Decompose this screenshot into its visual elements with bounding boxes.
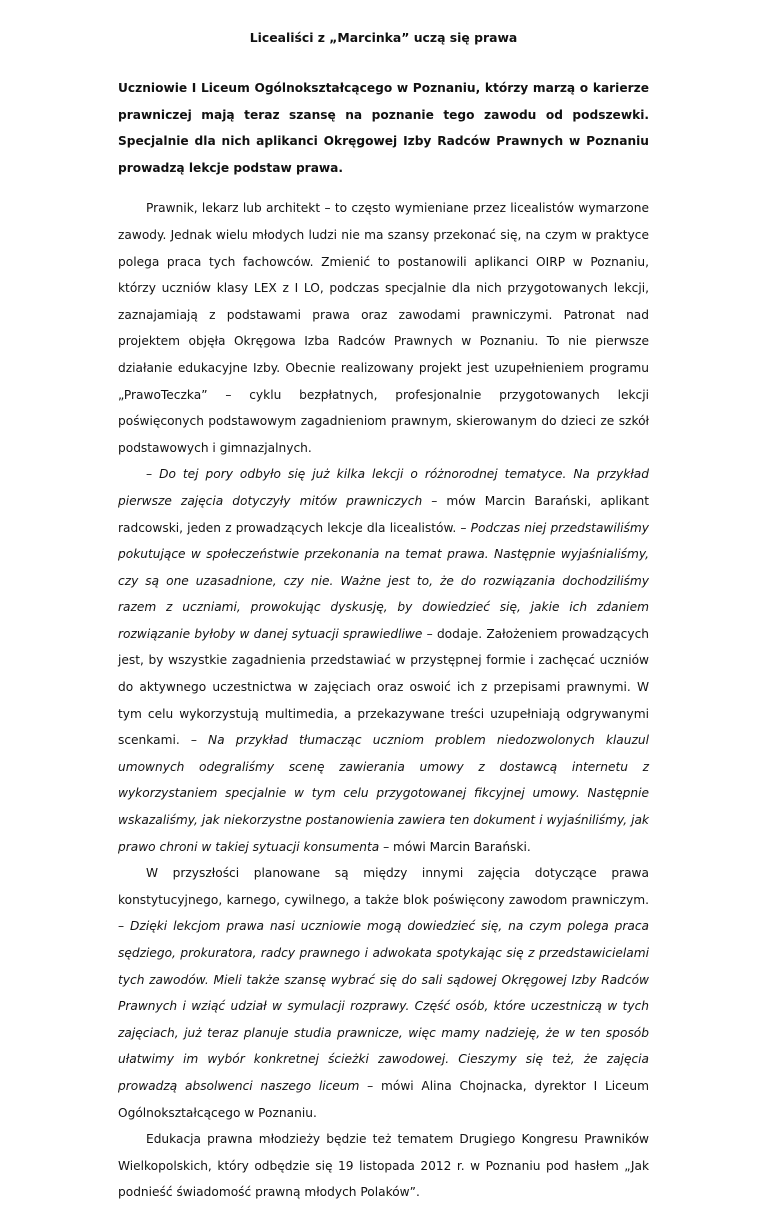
lead-paragraph: Uczniowie I Liceum Ogólnokształcącego w Poznaniu, którzy marzą o karierze prawniczej mają teraz szansę na poznanie tego zawodu od podszewki. Specjalnie dla nich aplikanci Okręgowej Izby Radców Prawnych w Poznaniu prowadzą lekcje podstaw prawa. <box>118 81 649 175</box>
quote-segment: Podczas niej przedstawiliśmy pokutujące w społeczeństwie przekonania na temat prawa. Następnie wyjaśnialiśmy, czy są one uzasadnione, czy nie. Ważne jest to, że do rozwiązania dochodziliśmy razem z uczniami, prowokując dyskusję, by dowiedzieć się, jakie ich zdaniem rozwiązanie byłoby w danej sytuacji sprawiedliwe <box>118 520 649 641</box>
body-paragraph-3 <box>118 860 649 1126</box>
document-page <box>118 28 649 1206</box>
body-paragraph-4: Edukacja prawna młodzieży będzie też tematem Drugiego Kongresu Prawników Wielkopolskich, który odbędzie się 19 listopada 2012 r. w Poznaniu pod hasłem „Jak podnieść świadomość prawną młodych Polaków”. <box>118 1132 649 1200</box>
text-segment: – dodaje. Założeniem prowadzących jest, by wszystkie zagadnienia przedstawiać w przystępnej formie i zachęcać uczniów do aktywnego uczestnictwa w zajęciach oraz oswoić ich z przepisami prawnymi. W tym celu wykorzystują multimedia, a przekazywane treści uzupełniają odgrywanymi scenkami. – <box>118 626 649 748</box>
quote-segment: Na przykład tłumacząc uczniom problem niedozwolonych klauzul umownych odegraliśmy scenę zawierania umowy z dostawcą internetu z wykorzystaniem specjalnie w tym celu przygotowanej fikcyjnej umowy. Następnie wskazaliśmy, jak niekorzystne postanowienia zawiera ten dokument i wyjaśniliśmy, jak prawo chroni w takiej sytuacji konsumenta <box>118 733 649 854</box>
quote-segment: – Do tej pory odbyło się już kilka lekcji o różnorodnej tematyce. Na przykład pierwsze zajęcia dotyczyły mitów prawniczych <box>118 467 649 508</box>
text-segment: – mów Marcin Barański, aplikant radcowski, jeden z prowadzących lekcje dla licealistów. – <box>118 493 649 535</box>
quote-segment: Dzięki lekcjom prawa nasi uczniowie mogą dowiedzieć się, na czym polega praca sędziego, prokuratora, radcy prawnego i adwokata spotykając się z przedstawicielami tych zawodów. Mieli także szansę wybrać się do sali sądowej Okręgowej Izby Radców Prawnych i wziąć udział w symulacji rozprawy. Część osób, które uczestniczą w tych zajęciach, już teraz planuje studia prawnicze, więc mamy nadzieję, że w ten sposób ułatwimy im wybór konkretnej ścieżki zawodowej. Cieszymy się też, że zajęcia prowadzą absolwenci naszego liceum <box>118 919 649 1093</box>
body-paragraph-2 <box>118 461 649 860</box>
text-segment: – mówi Alina Chojnacka, dyrektor I Liceum Ogólnokształcącego w Poznaniu. <box>118 1078 649 1120</box>
text-segment: W przyszłości planowane są między innymi zajęcia dotyczące prawa konstytucyjnego, karnego, cywilnego, a także blok poświęcony zawodom prawniczym. – <box>118 866 649 934</box>
document-title: Licealiści z „Marcinka” uczą się prawa <box>249 30 518 45</box>
body-paragraph-1: Prawnik, lekarz lub architekt – to często wymieniane przez licealistów wymarzone zawody. Jednak wielu młodych ludzi nie ma szansy przekonać się, na czym w praktyce polega praca tych fachowców. Zmienić to postanowili aplikanci OIRP w Poznaniu, którzy uczniów klasy LEX z I LO, podczas specjalnie dla nich przygotowanych lekcji, zaznajamiają z podstawami prawa oraz zawodami prawniczymi. Patronat nad projektem objęła Okręgowa Izba Radców Prawnych w Poznaniu. To nie pierwsze działanie edukacyjne Izby. Obecnie realizowany projekt jest uzupełnieniem programu „PrawoTeczka” – cyklu bezpłatnych, profesjonalnie przygotowanych lekcji poświęconych podstawowym zagadnieniom prawnym, skierowanym do dzieci ze szkół podstawowych i gimnazjalnych. <box>118 201 649 455</box>
text-segment: – mówi Marcin Barański. <box>379 839 531 854</box>
